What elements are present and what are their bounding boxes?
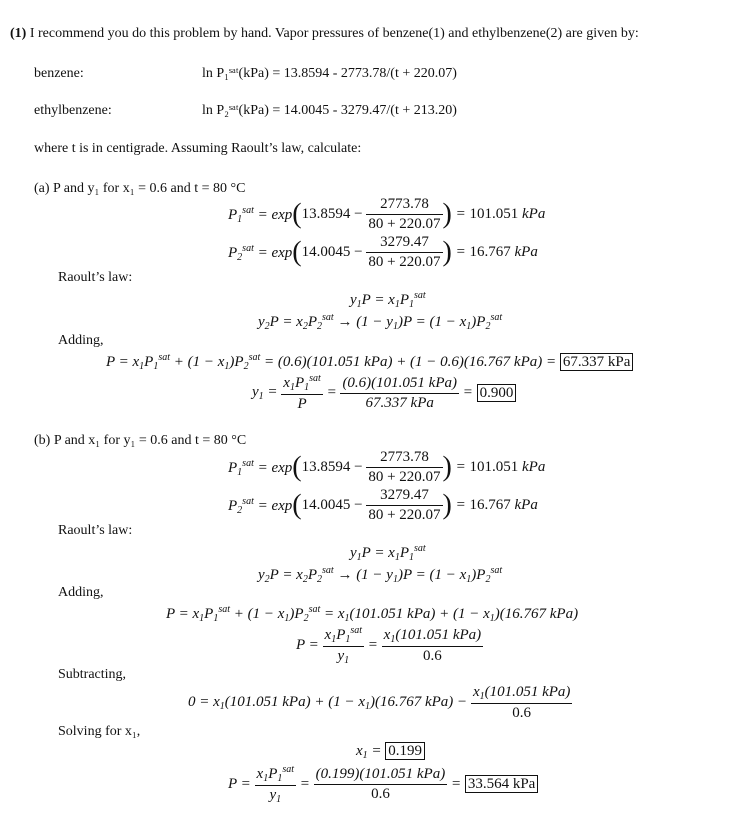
part-a-y1-equation: $y_1$ = $\frac{x_1P_1^{sat}}{P}$ = $\frac{\text{(0.6)(101.051 kPa)}}{\text{67.337 kPa}}$ = 0.900: [252, 373, 516, 413]
part-b-raoult-eq1: $y_1P = x_1P_1^{sat}$: [350, 543, 426, 563]
part-a-result-pressure: 67.337 kPa: [560, 353, 634, 371]
benzene-label: benzene:: [34, 66, 84, 81]
a-A1: 13.8594: [301, 206, 351, 222]
part-b-p-from-y1: P = $\frac{x_1P_1^{sat}}{y_1}$ = $\frac{x_1(101.051 kPa)}{0.6}$: [296, 625, 482, 666]
part-a-raoult-eq2: $y_2P = x_2P_2^{sat} \to (1 - y_1)P = (1 - x_1)P_2^{sat}$: [258, 312, 503, 332]
b-p2sat-value: 16.767: [469, 497, 511, 513]
part-a-result-y1: 0.900: [477, 384, 517, 402]
part-a-raoult-label: Raoult’s law:: [58, 270, 133, 285]
a-C2: 80 + 220.07: [368, 254, 441, 270]
problem-statement: [10, 26, 639, 42]
part-b-result-pressure: 33.564 kPa: [465, 775, 539, 793]
benzene-equation: ln P₁ˢᵃᵗ(kPa) = 13.8594 - 2773.78/(t + 220.07): [202, 66, 457, 81]
b-A1: 13.8594: [301, 459, 351, 475]
a-C1: 80 + 220.07: [368, 216, 441, 232]
part-a-header: (a) P and y₁ for x₁ = 0.6 and t = 80 °C: [34, 181, 246, 196]
part-a-adding-label: Adding,: [58, 333, 104, 348]
part-b-final-pressure: P = $\frac{x_1P_1^{sat}}{y_1}$ = $\frac{\text{(0.199)(101.051 kPa)}}{0.6}$ = 33.564 kPa: [228, 764, 538, 805]
b-B2: 3279.47: [380, 487, 429, 503]
ethylbenzene-label: ethylbenzene:: [34, 103, 112, 118]
a-p1sat-value: 101.051: [469, 206, 519, 222]
part-b-subtract-equation: $0 = x_1(101.051$ $kPa) + (1 - x_1)(16.767$ kPa) − $\frac{x_1(101.051 kPa)}{0.6}$: [188, 684, 571, 721]
a-B1: 2773.78: [380, 196, 429, 212]
part-b-p1sat-equation: $P_1^{sat} = \exp(13.8594$ − $\frac{2773.78}{80 + 220.07}$ ) = 101.051 kPa: [228, 449, 546, 485]
b-C1: 80 + 220.07: [368, 469, 441, 485]
problem-number: (1): [10, 26, 27, 41]
part-a-p2sat-equation: $P_2^{sat} = \exp(14.0045$ − $\frac{3279.47}{80 + 220.07}$ ) = 16.767 kPa: [228, 234, 538, 270]
b-A2: 14.0045: [301, 497, 351, 513]
a-p2sat-value: 16.767: [469, 244, 511, 260]
part-b-p2sat-equation: $P_2^{sat} = \exp(14.0045$ − $\frac{3279.47}{80 + 220.07}$ ) = 16.767 kPa: [228, 487, 538, 523]
part-a-pressure-equation: $P = x_1P_1^{sat} + (1 - x_1)P_2^{sat} = (0.6)(101.051$ kPa) + (1 − 0.6)(16.767 kPa) = 67.337 kPa: [106, 352, 633, 372]
part-b-solving-label: Solving for x₁,: [58, 724, 141, 739]
part-b-subtracting-label: Subtracting,: [58, 667, 127, 682]
assumption-note: where t is in centigrade. Assuming Raoult’s law, calculate:: [34, 141, 362, 156]
b-C2: 80 + 220.07: [368, 507, 441, 523]
part-b-x1-result-line: $x_1 = 0.199$: [356, 743, 425, 761]
part-b-pressure-equation: $P = x_1P_1^{sat} + (1 - x_1)P_2^{sat} = x_1(101.051$ $kPa) + (1 - x_1)(16.767$ kPa): [166, 604, 579, 624]
problem-intro: I recommend you do this problem by hand. Vapor pressures of benzene(1) and ethylbenzene(2) are given by:: [29, 26, 639, 41]
part-a-p1sat-equation: $P_1^{sat} = \exp(13.8594$ − $\frac{2773.78}{80 + 220.07}$ ) = 101.051 kPa: [228, 196, 546, 232]
part-b-raoult-label: Raoult’s law:: [58, 523, 133, 538]
b-B1: 2773.78: [380, 449, 429, 465]
part-b-adding-label: Adding,: [58, 585, 104, 600]
part-a-raoult-eq1: $y_1P = x_1P_1^{sat}$: [350, 290, 426, 310]
part-b-header: (b) P and x₁ for y₁ = 0.6 and t = 80 °C: [34, 433, 247, 448]
b-p1sat-value: 101.051: [469, 459, 519, 475]
part-b-raoult-eq2: $y_2P = x_2P_2^{sat} \to (1 - y_1)P = (1 - x_1)P_2^{sat}$: [258, 565, 503, 585]
a-A2: 14.0045: [301, 244, 351, 260]
ethylbenzene-equation: ln P₂ˢᵃᵗ(kPa) = 14.0045 - 3279.47/(t + 213.20): [202, 103, 457, 118]
a-B2: 3279.47: [380, 234, 429, 250]
part-b-result-x1: 0.199: [385, 742, 425, 760]
